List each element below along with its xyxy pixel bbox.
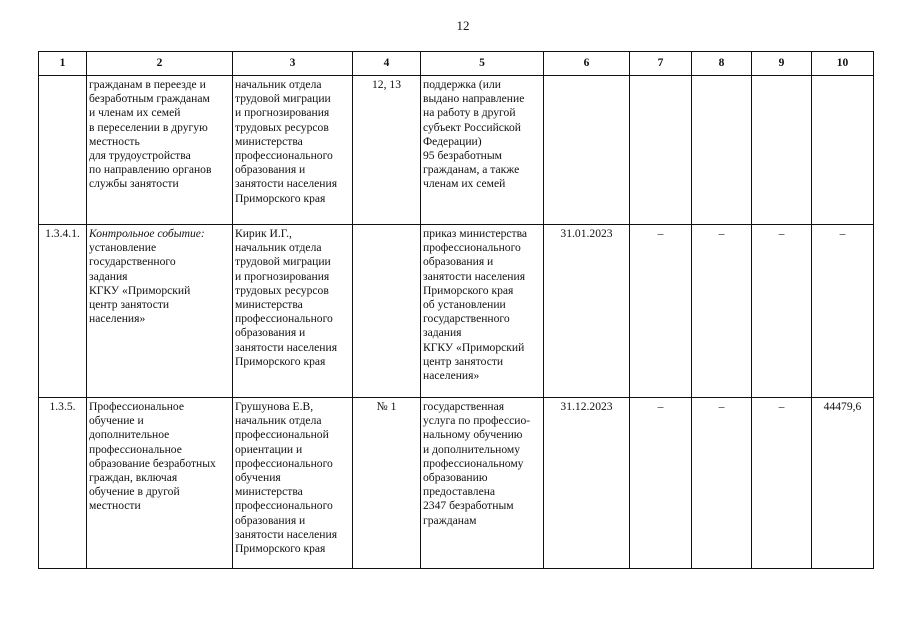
plan-table xyxy=(38,51,874,569)
table-header-row xyxy=(39,52,874,76)
column-header: 4 xyxy=(353,52,421,76)
reference-cell xyxy=(353,225,421,398)
col9-cell: – xyxy=(752,225,812,398)
column-header: 8 xyxy=(692,52,752,76)
col7-cell: – xyxy=(630,225,692,398)
responsible-cell: начальник отдела трудовой миграции и прогнозирования трудовых ресурсов министерства профессионального образования и занятости населения Приморского края xyxy=(233,76,353,225)
col10-cell: 44479,6 xyxy=(812,398,874,569)
date-cell xyxy=(544,76,630,225)
col10-cell: – xyxy=(812,225,874,398)
row-code xyxy=(39,76,87,225)
event-cell xyxy=(87,225,233,398)
row-code: 1.3.5. xyxy=(39,398,87,569)
reference-cell: 12, 13 xyxy=(353,76,421,225)
table-row xyxy=(39,76,874,225)
date-cell: 31.01.2023 xyxy=(544,225,630,398)
column-header: 1 xyxy=(39,52,87,76)
result-cell: приказ министерства профессионального образования и занятости населения Приморского края об установлении государственного задания КГКУ «Приморский центр занятости населения» xyxy=(421,225,544,398)
col9-cell xyxy=(752,76,812,225)
result-cell: государственная услуга по профессио- нальному обучению и дополнительному профессиональному образованию предоставлена 2347 безработным гражданам xyxy=(421,398,544,569)
column-header: 9 xyxy=(752,52,812,76)
page-number: 12 xyxy=(456,18,470,33)
result-cell: поддержка (или выдано направление на работу в другой субъект Российской Федерации) 95 безработным гражданам, а также членам их семей xyxy=(421,76,544,225)
column-header: 2 xyxy=(87,52,233,76)
event-text: гражданам в переезде и безработным гражданам и членам их семей в переселении в другую местность для трудоустройства по направлению органов службы занятости xyxy=(89,78,212,191)
responsible-cell: Кирик И.Г., начальник отдела трудовой миграции и прогнозирования трудовых ресурсов министерства профессионального образования и занятости населения Приморского края xyxy=(233,225,353,398)
col8-cell: – xyxy=(692,225,752,398)
table-row xyxy=(39,398,874,569)
control-event-label: Контрольное событие: xyxy=(89,227,205,240)
col8-cell: – xyxy=(692,398,752,569)
col7-cell: – xyxy=(630,398,692,569)
col7-cell xyxy=(630,76,692,225)
column-header: 5 xyxy=(421,52,544,76)
col8-cell xyxy=(692,76,752,225)
event-cell xyxy=(87,398,233,569)
table-row xyxy=(39,225,874,398)
event-text: Профессиональное обучение и дополнительное профессиональное образование безработных граждан, включая обучение в другой местности xyxy=(89,400,216,513)
row-code: 1.3.4.1. xyxy=(39,225,87,398)
column-header: 3 xyxy=(233,52,353,76)
event-text: установление государственного задания КГКУ «Приморский центр занятости населения» xyxy=(89,241,191,326)
date-cell: 31.12.2023 xyxy=(544,398,630,569)
col10-cell xyxy=(812,76,874,225)
responsible-cell: Грушунова Е.В, начальник отдела профессиональной ориентации и профессионального обучения министерства профессионального образования и занятости населения Приморского края xyxy=(233,398,353,569)
reference-cell: № 1 xyxy=(353,398,421,569)
event-cell xyxy=(87,76,233,225)
col9-cell: – xyxy=(752,398,812,569)
column-header: 6 xyxy=(544,52,630,76)
column-header: 7 xyxy=(630,52,692,76)
column-header: 10 xyxy=(812,52,874,76)
